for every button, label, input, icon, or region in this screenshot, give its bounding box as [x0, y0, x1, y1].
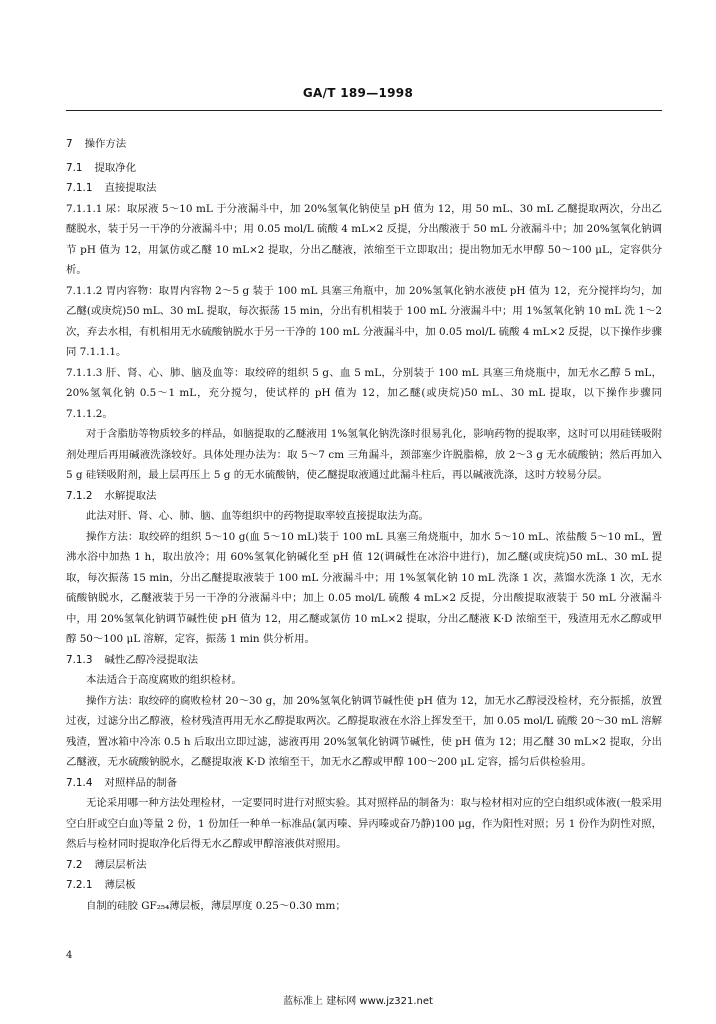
section-heading: [66, 134, 662, 155]
section-number: 7.2: [66, 858, 83, 871]
section-number: 7.1.4: [66, 776, 93, 789]
section-heading: [66, 158, 662, 179]
paragraph-urine: 7.1.1.1 尿：取尿液 5～10 mL 于分液漏斗中，加 20%氢氧化钠使呈 pH 值为 12，用 50 mL、30 mL 乙醚提取两次，分出乙醚脱水，装于另一干净的分液漏斗中；用 0.05 mol/L 硫酸 4 mL×2 反提，分出酸液于 50 mL 分液漏斗中；加 20%氢氧化钠调节 pH 值为 12，用氯仿或乙醚 10 mL×2 提取，分出乙醚液，浓缩至干立即取出；提出物加无水甲醇 50～100 μL，定容供分析。: [66, 202, 662, 276]
section-heading: [66, 875, 662, 896]
standard-code-header: GA/T 189—1998: [302, 86, 414, 100]
document-body: [66, 134, 662, 916]
section-title: 直接提取法: [104, 182, 157, 194]
section-heading: [66, 486, 662, 507]
section-number: 7.1.1: [66, 182, 93, 194]
paragraph-hydrolysis-intro: 此法对肝、肾、心、肺、脑、血等组织中的药物提取率较直接提取法为高。: [86, 510, 429, 522]
section-title: 操作方法: [84, 138, 127, 150]
section-number: 7.2.1: [66, 879, 93, 891]
paragraph-ethanol-method: 操作方法：取绞碎的腐败检材 20～30 g，加 20%氢氧化钠调节碱性使 pH 值为 12，加无水乙醇浸没检材，充分振摇，放置过夜，过滤分出乙醇液，检材残渣再用无水乙醇提取两次。乙醇提取液在水浴上挥发至干，加 0.05 mol/L 硫酸 20～30 mL 溶解残渣，置冰箱中冷冻 0.5 h 后取出立即过滤，滤液再用 20%氢氧化钠调节碱性，使 pH 值为 12；用乙醚 30 mL×2 提取，分出乙醚液，无水硫酸钠脱水，乙醚提取液 K·D 浓缩至干，加无水乙醇或甲醇 100～200 μL 定容，摇匀后供检验用。: [66, 694, 662, 768]
section-title: 薄层板: [104, 879, 136, 891]
section-number: 7: [66, 138, 73, 150]
section-title: 薄层层析法: [94, 858, 147, 871]
section-number: 7.1: [66, 161, 83, 174]
paragraph-stomach: 7.1.1.2 胃内容物：取胃内容物 2～5 g 装于 100 mL 具塞三角瓶中，加 20%氢氧化钠水液使 pH 值为 12，充分搅拌均匀，加乙醚(或庚烷)50 mL、30 mL 提取，每次振荡 15 min，分出有机相装于 100 mL 分液漏斗中；用 1%氢氧化钠 10 mL 洗 1～2 次，弃去水相，有机相用无水硫酸钠脱水于另一干净的 100 mL 分液漏斗中，加 0.05 mol/L 硫酸 4 mL×2 反提，以下操作步骤同 7.1.1.1。: [66, 284, 662, 358]
paragraph-tlc-plate: 自制的硅胶 GF₂₅₄薄层板，薄层厚度 0.25～0.30 mm；: [86, 899, 346, 912]
paragraph-fatty-samples: 对于含脂肪等物质较多的样品，如脑提取的乙醚液用 1%氢氧化钠洗涤时很易乳化，影响药物的提取率，这时可以用硅镁吸附剂处理后再用碱液洗涤较好。具体处理办法为：取 5～7 cm 三角漏斗，颈部塞少许脱脂棉，放 2～3 g 无水硫酸钠；然后再加入 5 g 硅镁吸附剂，最上层再压上 5 g 的无水硫酸钠，使乙醚提取液通过此漏斗柱后，再以碱液洗涤，这时方较易分层。: [66, 428, 662, 481]
section-number: 7.1.3: [66, 653, 93, 666]
section-number: 7.1.2: [66, 489, 93, 502]
paragraph-organs: 7.1.1.3 肝、肾、心、肺、脑及血等：取绞碎的组织 5 g、血 5 mL，分别装于 100 mL 具塞三角烧瓶中，加无水乙醇 5 mL，20%氢氧化钠 0.5～1 mL，充分搅匀，使试样的 pH 值为 12，加乙醚(或庚烷)50 mL、30 mL 提取，以下操作步骤同 7.1.1.2。: [66, 366, 662, 420]
section-heading: [66, 855, 662, 876]
section-heading: [66, 178, 662, 199]
paragraph-ethanol-intro: 本法适合于高度腐败的组织检材。: [86, 674, 242, 686]
watermark-footer: 蓝标准上 建标网 www.jz321.net: [283, 996, 433, 1007]
section-heading: [66, 773, 662, 794]
section-heading: [66, 650, 662, 671]
section-title: 对照样品的制备: [104, 776, 178, 789]
header-divider: [66, 110, 662, 111]
page-number: 4: [66, 950, 73, 961]
paragraph-control-samples: 无论采用哪一种方法处理检材，一定要同时进行对照实验。其对照样品的制备为：取与检材相对应的空白组织或体液(一般采用空白肝或空白血)等量 2 份，1 份加任一种单一标准品(氯丙嗪、异丙嗪或奋乃静)100 μg，作为阳性对照；另 1 份作为阴性对照，然后与检材同时提取净化后得无水乙醇或甲醇溶液供对照用。: [66, 797, 662, 850]
section-title: 碱性乙醇冷浸提取法: [104, 653, 198, 666]
section-title: 提取净化: [94, 161, 137, 174]
paragraph-hydrolysis-method: 操作方法：取绞碎的组织 5～10 g(血 5～10 mL)装于 100 mL 具塞三角烧瓶中，加水 5～10 mL、浓盐酸 5～10 mL，置沸水浴中加热 1 h，取出放冷；用 60%氢氧化钠碱化至 pH 值 12(调碱性在冰浴中进行)，加乙醚(或庚烷)50 mL、30 mL 提取，每次振荡 15 min，分出乙醚提取液装于 100 mL 分液漏斗中；用 1%氢氧化钠 10 mL 洗涤 1 次，蒸馏水洗涤 1 次，无水硫酸钠脱水，乙醚液装于另一干净的分液漏斗中；加上 0.05 mol/L 硫酸 4 mL×2 反提，分出酸提取液装于 50 mL 分液漏斗中，用 20%氢氧化钠调节碱性使 pH 值为 12，用乙醚或氯仿 10 mL×2 提取，分出乙醚液 K·D 浓缩至干，残渣用无水乙醇或甲醇 50～100 μL 溶解，定容，振荡 1 min 供分析用。: [66, 530, 662, 645]
section-title: 水解提取法: [104, 489, 157, 502]
